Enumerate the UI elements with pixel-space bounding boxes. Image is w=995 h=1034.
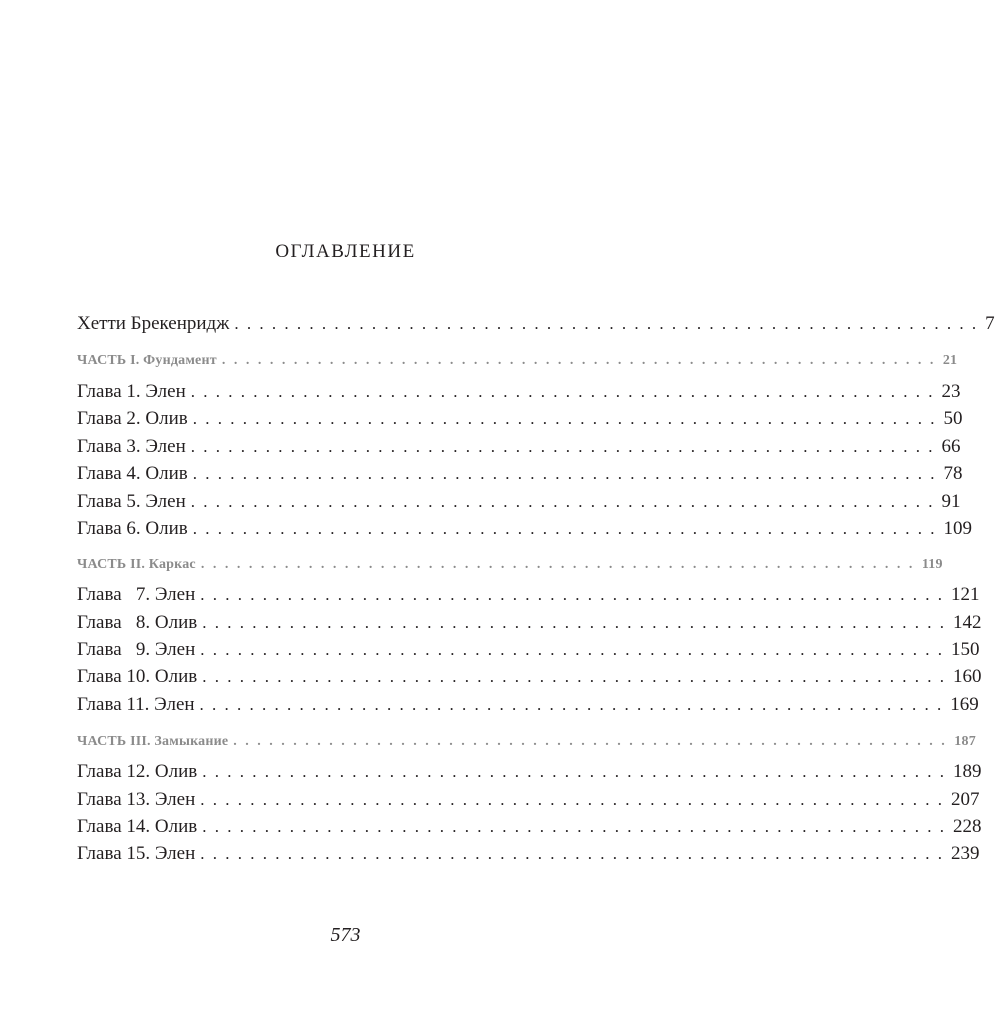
dot-leader: . . . . . . . . . . . . . . . . . . . . . . . . . . . . . . . . . . . . . . . . . . . . . . . . . . . . . . . . . . . . (202, 762, 946, 781)
dot-leader: . . . . . . . . . . . . . . . . . . . . . . . . . . . . . . . . . . . . . . . . . . . . . . . . . . . . . . . . . . . . (233, 734, 948, 749)
toc-entry-label: Глава 14. Олив (77, 816, 198, 837)
toc-entry-page: 239 (951, 843, 980, 864)
dot-leader: . . . . . . . . . . . . . . . . . . . . . . . . . . . . . . . . . . . . . . . . . . . . . . . . . . . . . . . . . . . . (221, 353, 936, 368)
toc-entry (77, 665, 982, 689)
dot-leader: . . . . . . . . . . . . . . . . . . . . . . . . . . . . . . . . . . . . . . . . . . . . . . . . . . . . . . . . . . . . (200, 557, 915, 572)
toc-entry-page: 66 (941, 436, 961, 457)
toc-entry-page: 187 (954, 734, 976, 749)
toc-entry-label: Глава 1. Элен (77, 381, 186, 402)
toc-entry-page: 7 (985, 313, 995, 334)
toc-entry-page: 150 (951, 639, 980, 660)
toc-entry-page: 50 (943, 408, 963, 429)
toc-entry-page: 169 (950, 694, 979, 715)
dot-leader: . . . . . . . . . . . . . . . . . . . . . . . . . . . . . . . . . . . . . . . . . . . . . . . . . . . . . . . . . . . . (199, 695, 944, 714)
toc-entry-label: Глава 11. Элен (77, 694, 195, 715)
dot-leader: . . . . . . . . . . . . . . . . . . . . . . . . . . . . . . . . . . . . . . . . . . . . . . . . . . . . . . . . . . . . (200, 844, 944, 863)
dot-leader: . . . . . . . . . . . . . . . . . . . . . . . . . . . . . . . . . . . . . . . . . . . . . . . . . . . . . . . . . . . . (192, 519, 937, 538)
toc-entry (77, 435, 961, 459)
toc-title: ОГЛАВЛЕНИЕ (275, 241, 416, 262)
toc-entry-label: Глава 13. Элен (77, 789, 196, 810)
toc-entry-page: 160 (952, 666, 982, 687)
dot-leader: . . . . . . . . . . . . . . . . . . . . . . . . . . . . . . . . . . . . . . . . . . . . . . . . . . . . . . . . . . . . (234, 314, 979, 333)
toc-entry (77, 760, 982, 784)
dot-leader: . . . . . . . . . . . . . . . . . . . . . . . . . . . . . . . . . . . . . . . . . . . . . . . . . . . . . . . . . . . . (202, 613, 946, 632)
toc-entry-page: 189 (952, 761, 982, 782)
toc-entry-page: 91 (941, 491, 961, 512)
toc-entry-label: Глава 3. Элен (77, 436, 186, 457)
dot-leader: . . . . . . . . . . . . . . . . . . . . . . . . . . . . . . . . . . . . . . . . . . . . . . . . . . . . . . . . . . . . (200, 640, 944, 659)
toc-entry (77, 517, 972, 541)
toc-entry (77, 407, 963, 431)
toc-entry-page: 109 (943, 518, 972, 539)
toc-part-entry (77, 730, 976, 754)
toc-entry (77, 842, 980, 866)
toc-entry-label: ЧАСТЬ II. Каркас (77, 557, 196, 572)
dot-leader: . . . . . . . . . . . . . . . . . . . . . . . . . . . . . . . . . . . . . . . . . . . . . . . . . . . . . . . . . . . . (192, 464, 937, 483)
toc-entry (77, 462, 963, 486)
toc-entry-page: 21 (942, 353, 958, 368)
toc-entry (77, 638, 980, 662)
toc-entry-page: 228 (952, 816, 982, 837)
toc-entry-label: Хетти Брекенридж (77, 313, 230, 334)
dot-leader: . . . . . . . . . . . . . . . . . . . . . . . . . . . . . . . . . . . . . . . . . . . . . . . . . . . . . . . . . . . . (200, 585, 944, 604)
toc-entry-label: Глава 4. Олив (77, 463, 188, 484)
dot-leader: . . . . . . . . . . . . . . . . . . . . . . . . . . . . . . . . . . . . . . . . . . . . . . . . . . . . . . . . . . . . (202, 667, 946, 686)
dot-leader: . . . . . . . . . . . . . . . . . . . . . . . . . . . . . . . . . . . . . . . . . . . . . . . . . . . . . . . . . . . . (200, 790, 944, 809)
dot-leader: . . . . . . . . . . . . . . . . . . . . . . . . . . . . . . . . . . . . . . . . . . . . . . . . . . . . . . . . . . . . (190, 492, 935, 511)
toc-entry-label: Глава 15. Элен (77, 843, 196, 864)
toc-entry-label: Глава 5. Элен (77, 491, 186, 512)
toc-entry (77, 611, 982, 635)
toc-entry-label: ЧАСТЬ I. Фундамент (77, 353, 217, 368)
page-number: 573 (330, 924, 361, 946)
dot-leader: . . . . . . . . . . . . . . . . . . . . . . . . . . . . . . . . . . . . . . . . . . . . . . . . . . . . . . . . . . . . (190, 382, 935, 401)
toc-part-entry (77, 553, 943, 577)
toc-entry (77, 583, 980, 607)
toc-entry-page: 142 (952, 612, 982, 633)
toc-entry-label: ЧАСТЬ III. Замыкание (77, 734, 229, 749)
toc-entry-label: Глава 7. Элен (77, 584, 196, 605)
toc-entry-label: Глава 12. Олив (77, 761, 198, 782)
toc-entry (77, 788, 980, 812)
toc-entry (77, 380, 961, 404)
toc-entry-label: Глава 6. Олив (77, 518, 188, 539)
dot-leader: . . . . . . . . . . . . . . . . . . . . . . . . . . . . . . . . . . . . . . . . . . . . . . . . . . . . . . . . . . . . (192, 409, 937, 428)
toc-entry (77, 490, 961, 514)
toc-entry-label: Глава 9. Элен (77, 639, 196, 660)
dot-leader: . . . . . . . . . . . . . . . . . . . . . . . . . . . . . . . . . . . . . . . . . . . . . . . . . . . . . . . . . . . . (190, 437, 935, 456)
toc-entry-page: 207 (951, 789, 980, 810)
toc-entry-page: 121 (951, 584, 980, 605)
toc-entry-page: 23 (941, 381, 961, 402)
toc-entry-label: Глава 2. Олив (77, 408, 188, 429)
toc-entry (77, 312, 995, 336)
toc-part-entry (77, 349, 958, 373)
dot-leader: . . . . . . . . . . . . . . . . . . . . . . . . . . . . . . . . . . . . . . . . . . . . . . . . . . . . . . . . . . . . (202, 817, 946, 836)
toc-entry-label: Глава 8. Олив (77, 612, 198, 633)
toc-entry-page: 119 (921, 557, 943, 572)
toc-entry (77, 815, 982, 839)
toc-entry-label: Глава 10. Олив (77, 666, 198, 687)
toc-entry (77, 693, 979, 717)
toc-entry-page: 78 (943, 463, 963, 484)
